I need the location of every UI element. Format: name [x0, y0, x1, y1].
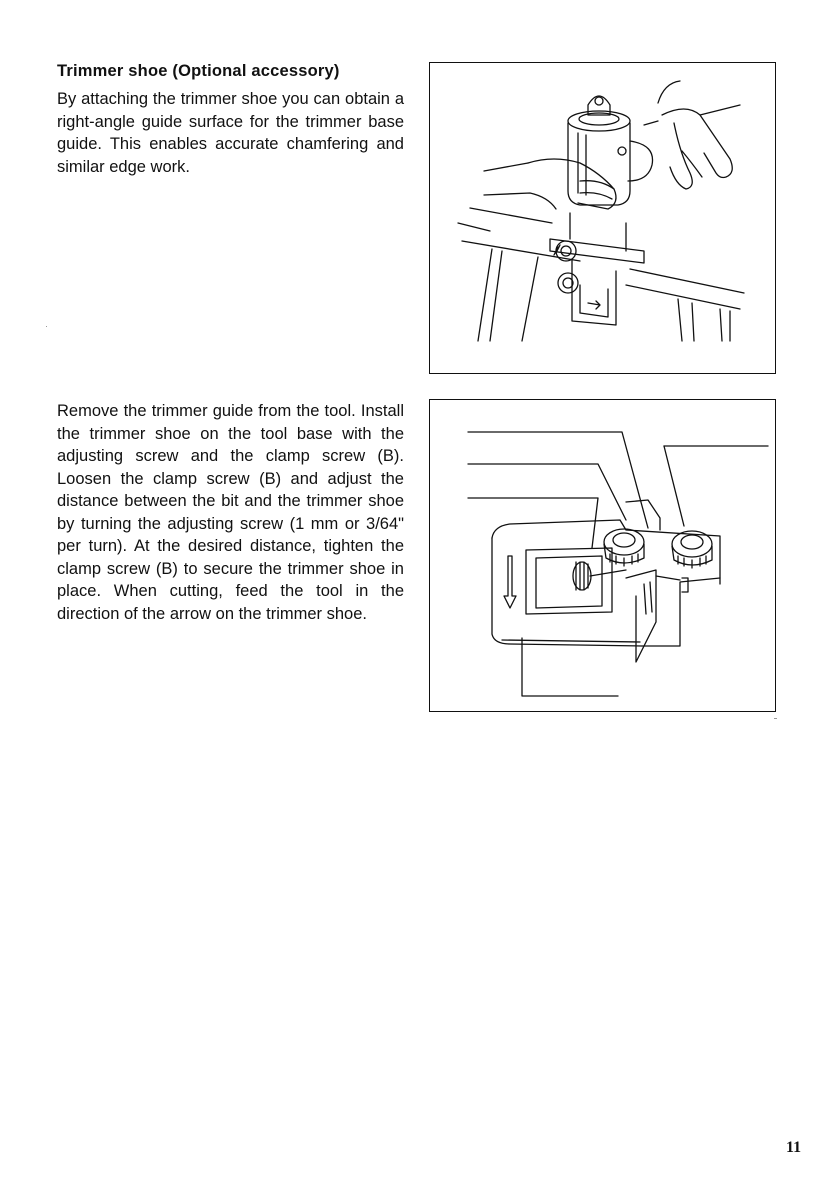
trimmer-shoe-detail-illustration [430, 400, 775, 711]
trimmer-in-use-illustration [430, 63, 775, 373]
instructions-paragraph: Remove the trimmer guide from the tool. Install the trimmer shoe on the tool base with the adjusting screw and the clamp screw (B). Loosen the clamp screw (B) and adjust the distance between the bit and the trimmer shoe by turning the adjusting screw (1 mm or 3/64" per turn). At the desired distance, tighten the clamp screw (B) to secure the trimmer shoe in place. When cutting, feed the tool in the direction of the arrow on the trimmer shoe. [57, 402, 404, 623]
scan-speck [46, 326, 47, 327]
scan-speck [774, 718, 777, 719]
intro-paragraph: By attaching the trimmer shoe you can obtain a right-angle guide surface for the trimmer base guide. This enables accurate chamfering and similar edge work. [57, 90, 404, 176]
section-title: Trimmer shoe (Optional accessory) [57, 62, 340, 80]
page-number: 11 [786, 1139, 802, 1156]
trimmer-in-use-figure [429, 62, 776, 374]
trimmer-shoe-detail-figure [429, 399, 776, 712]
